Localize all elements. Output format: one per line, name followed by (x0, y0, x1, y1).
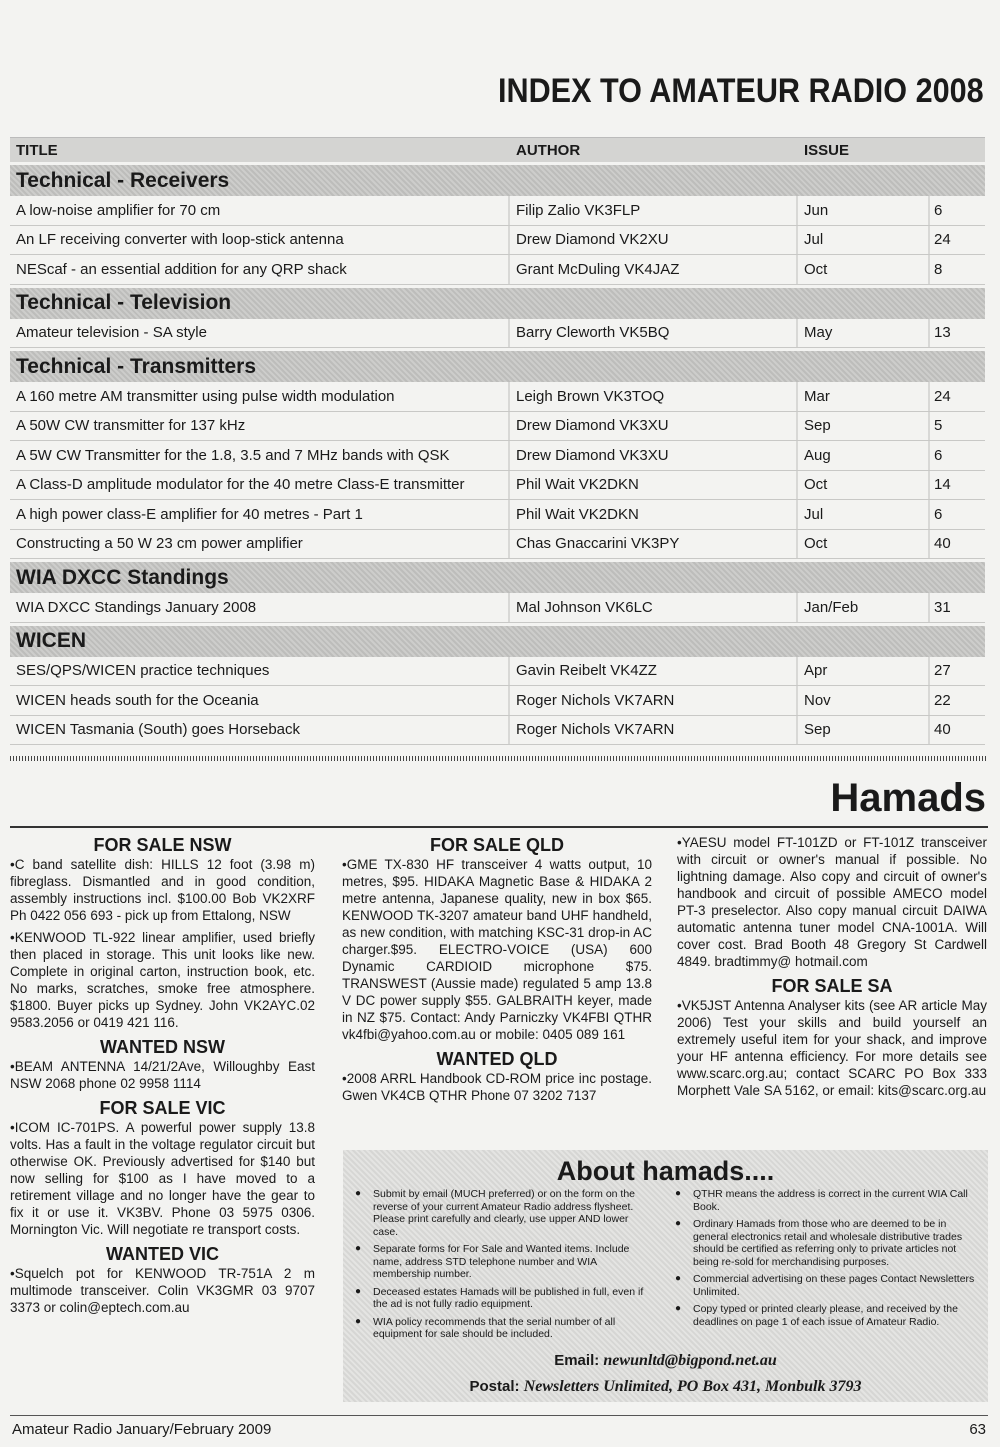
page-title: INDEX TO AMATEUR RADIO 2008 (498, 72, 984, 110)
table-row (10, 382, 985, 412)
ad-text: •GME TX-830 HF transceiver 4 watts output, 10 metres, $95. HIDAKA Magnetic Base & HIDAKA 2 metre antenna, Japanese quality, new in box $65. KENWOOD TK-3207 amateur band UHF handheld, as new condition, with matching KSC-31 drop-in AC charger.$95. ELECTRO-VOICE (USA) 600 Dynamic CARDIOID microphone $75. TRANSWEST (Aussie made) regulated 5 amp 13.8 V DC power supply $55. GALBRAITH keyer, made in NZ $75. Contact: Andy Parniczky VK4FBI QTHR vk4fbi@yahoo.com.au or mobile: 0405 089 161 (342, 857, 652, 1042)
table-row (10, 412, 985, 442)
table-row (10, 471, 985, 501)
row-page: 14 (934, 476, 951, 494)
row-author: Leigh Brown VK3TOQ (510, 382, 798, 411)
row-title: Amateur television - SA style (10, 319, 510, 348)
ad-text: •VK5JST Antenna Analyser kits (see AR article May 2006) Test your skills and build yourself an extremely useful item for your shack, and improve your HF antenna efficiency. For more details see www.scarc.org.au; contact SCARC PO Box 333 Morphett Vale SA 5162, or email: kits@scarc.org.au (677, 998, 987, 1098)
row-author: Drew Diamond VK2XU (510, 226, 798, 255)
about-bullet: ● Commercial advertising on these pages Contact Newsletters Unlimited. (669, 1273, 981, 1298)
hamads-column-3 (677, 834, 987, 1104)
row-issue: Oct (798, 471, 930, 500)
section-heading: WANTED QLD (436, 1049, 558, 1069)
row-issue: Aug (798, 441, 930, 470)
index-section-heading: WICEN (10, 626, 985, 657)
section-heading: FOR SALE SA (771, 976, 893, 996)
row-author: Gavin Reibelt VK4ZZ (510, 657, 798, 686)
about-bullet: ● Submit by email (MUCH preferred) or on the form on the reverse of your current Amateur Radio address flysheet. Please print carefully and clearly, use upper AND lower case. (349, 1188, 654, 1238)
row-author: Filip Zalio VK3FLP (510, 196, 798, 225)
row-issue: Jul (798, 500, 930, 529)
index-header-row (10, 137, 985, 162)
index-section-heading: Technical - Television (10, 288, 985, 319)
row-title: WICEN Tasmania (South) goes Horseback (10, 716, 510, 745)
row-author: Mal Johnson VK6LC (510, 593, 798, 622)
row-issue: May (798, 319, 930, 348)
header-title: TITLE (16, 141, 58, 159)
row-author: Grant McDuling VK4JAZ (510, 255, 798, 284)
table-row (10, 319, 985, 349)
about-postal (343, 1378, 988, 1396)
row-issue: Oct (798, 530, 930, 559)
hamads-title: Hamads (830, 776, 986, 820)
about-email (343, 1352, 988, 1370)
row-issue: Apr (798, 657, 930, 686)
index-section-heading: Technical - Transmitters (10, 351, 985, 382)
row-author: Drew Diamond VK3XU (510, 441, 798, 470)
row-issue: Jan/Feb (798, 593, 930, 622)
row-title: NEScaf - an essential addition for any QRP shack (10, 255, 510, 284)
ad-text: •C band satellite dish: HILLS 12 foot (3.98 m) fibreglass. Dismantled and in good condition, assembly instructions incl. $100.00 Bob VK2XRF Ph 0422 056 693 - pick up from Ettalong, NSW (10, 857, 315, 923)
about-bullet: ● Copy typed or printed clearly please, and received by the deadlines on page 1 of each issue of Amateur Radio. (669, 1303, 981, 1328)
row-issue: Jun (798, 196, 930, 225)
row-title: Constructing a 50 W 23 cm power amplifier (10, 530, 510, 559)
email-label: Email: (554, 1352, 600, 1369)
row-issue: Nov (798, 686, 930, 715)
row-page: 6 (934, 505, 943, 523)
section-heading: FOR SALE VIC (99, 1098, 226, 1118)
table-row (10, 593, 985, 623)
table-row (10, 716, 985, 746)
row-title: A 5W CW Transmitter for the 1.8, 3.5 and 7 MHz bands with QSK (10, 441, 510, 470)
section-heading: WANTED VIC (105, 1244, 219, 1264)
about-title: About hamads.... (556, 1156, 775, 1186)
row-issue: Oct (798, 255, 930, 284)
divider (10, 756, 988, 761)
about-list-left (349, 1188, 654, 1346)
email-address[interactable]: newunltd@bigpond.net.au (603, 1352, 777, 1369)
row-page: 5 (934, 417, 943, 435)
row-title: An LF receiving converter with loop-stick antenna (10, 226, 510, 255)
footer-rule (10, 1415, 988, 1416)
row-title: WIA DXCC Standings January 2008 (10, 593, 510, 622)
ad-text: •YAESU model FT-101ZD or FT-101Z transceiver with circuit or owner's manual if possible. No lightning damage. Also copy and circuit of owner's handbook and circuit of possible AMECO model PT-3 preselector. Also copy manual circuit DAIWA automatic antenna tuner model CNA-1001A. Will cover cost. Brad Booth 48 Gregory St Cardwell 4849. bradtimmy@ hotmail.com (677, 835, 987, 969)
about-bullet: ● WIA policy recommends that the serial number of all equipment for sale should be included. (349, 1316, 654, 1341)
row-page: 27 (934, 662, 951, 680)
row-author: Chas Gnaccarini VK3PY (510, 530, 798, 559)
row-issue: Mar (798, 382, 930, 411)
row-page: 31 (934, 598, 951, 616)
postal-label: Postal: (469, 1378, 520, 1395)
about-bullet: ● Deceased estates Hamads will be published in full, even if the ad is not fully radio equipment. (349, 1286, 654, 1311)
section-heading: FOR SALE NSW (93, 835, 232, 855)
row-author: Phil Wait VK2DKN (510, 471, 798, 500)
footer-publication: Amateur Radio January/February 2009 (12, 1421, 272, 1438)
row-title: A low-noise amplifier for 70 cm (10, 196, 510, 225)
row-issue: Sep (798, 412, 930, 441)
table-row (10, 530, 985, 560)
about-bullet: ● Separate forms for For Sale and Wanted items. Include name, address STD telephone number and WIA membership number. (349, 1243, 654, 1281)
header-author: AUTHOR (516, 141, 581, 159)
row-title: A 160 metre AM transmitter using pulse width modulation (10, 382, 510, 411)
row-page: 13 (934, 324, 951, 342)
row-page: 6 (934, 201, 943, 219)
row-author: Drew Diamond VK3XU (510, 412, 798, 441)
hamads-column-2 (342, 834, 652, 1109)
row-title: A Class-D amplitude modulator for the 40 metre Class-E transmitter (10, 471, 510, 500)
row-author: Roger Nichols VK7ARN (510, 716, 798, 745)
table-row (10, 657, 985, 687)
ad-text: •BEAM ANTENNA 14/21/2Ave, Willoughby East NSW 2068 phone 02 9958 1114 (10, 1059, 315, 1091)
row-page: 6 (934, 446, 943, 464)
table-row (10, 226, 985, 256)
header-issue: ISSUE (804, 141, 850, 159)
row-page: 24 (934, 231, 951, 249)
ad-text: •Squelch pot for KENWOOD TR-751A 2 m multimode transceiver. Colin VK3GMR 03 9707 3373 or colin@eptech.com.au (10, 1266, 315, 1315)
table-row (10, 255, 985, 285)
row-page: 8 (934, 260, 943, 278)
row-author: Barry Cleworth VK5BQ (510, 319, 798, 348)
about-bullet: ● QTHR means the address is correct in the current WIA Call Book. (669, 1188, 981, 1213)
table-row (10, 500, 985, 530)
table-row (10, 441, 985, 471)
index-sections (10, 165, 985, 745)
row-author: Phil Wait VK2DKN (510, 500, 798, 529)
index-section-heading: WIA DXCC Standings (10, 562, 985, 593)
row-title: SES/QPS/WICEN practice techniques (10, 657, 510, 686)
about-hamads-box (343, 1150, 988, 1402)
about-bullet: ● Ordinary Hamads from those who are deemed to be in general electronics retail and wholesale distributive trades should be certified as referring only to private articles not being re-sold for merchandising purposes. (669, 1218, 981, 1268)
row-page: 40 (934, 721, 951, 739)
index-table (10, 137, 985, 745)
row-page: 22 (934, 691, 951, 709)
row-title: WICEN heads south for the Oceania (10, 686, 510, 715)
row-issue: Jul (798, 226, 930, 255)
section-heading: WANTED NSW (100, 1037, 225, 1057)
postal-address: Newsletters Unlimited, PO Box 431, Monbulk 3793 (523, 1378, 862, 1395)
row-author: Roger Nichols VK7ARN (510, 686, 798, 715)
hamads-column-1 (10, 834, 315, 1321)
about-list-right (669, 1188, 981, 1333)
row-page: 40 (934, 535, 951, 553)
row-page: 24 (934, 387, 951, 405)
table-row (10, 686, 985, 716)
ad-text: •ICOM IC-701PS. A powerful power supply 13.8 volts. Has a fault in the voltage regulator circuit but otherwise OK. Previously advertised for $140 but now selling for $100 as I have moved to a retirement village and no longer have the gear to fix it or use it. VK3BV. Phone 03 5975 0306. Mornington Vic. Will negotiate re transport costs. (10, 1120, 315, 1237)
row-title: A 50W CW transmitter for 137 kHz (10, 412, 510, 441)
index-section-heading: Technical - Receivers (10, 165, 985, 196)
table-row (10, 196, 985, 226)
row-title: A high power class-E amplifier for 40 metres - Part 1 (10, 500, 510, 529)
hamads-rule (10, 826, 988, 828)
ad-text: •KENWOOD TL-922 linear amplifier, used briefly then placed in storage. This unit looks like new. Complete in original carton, instruction book, etc. No marks, scratches, smoke free atmosphere. $1800. Buyer picks up Sydney. John VK2AYC.02 9583.2056 or 0419 421 116. (10, 930, 315, 1030)
page-number: 63 (969, 1421, 986, 1438)
section-heading: FOR SALE QLD (430, 835, 564, 855)
row-issue: Sep (798, 716, 930, 745)
ad-text: •2008 ARRL Handbook CD-ROM price inc postage. Gwen VK4CB QTHR Phone 07 3202 7137 (342, 1071, 652, 1103)
